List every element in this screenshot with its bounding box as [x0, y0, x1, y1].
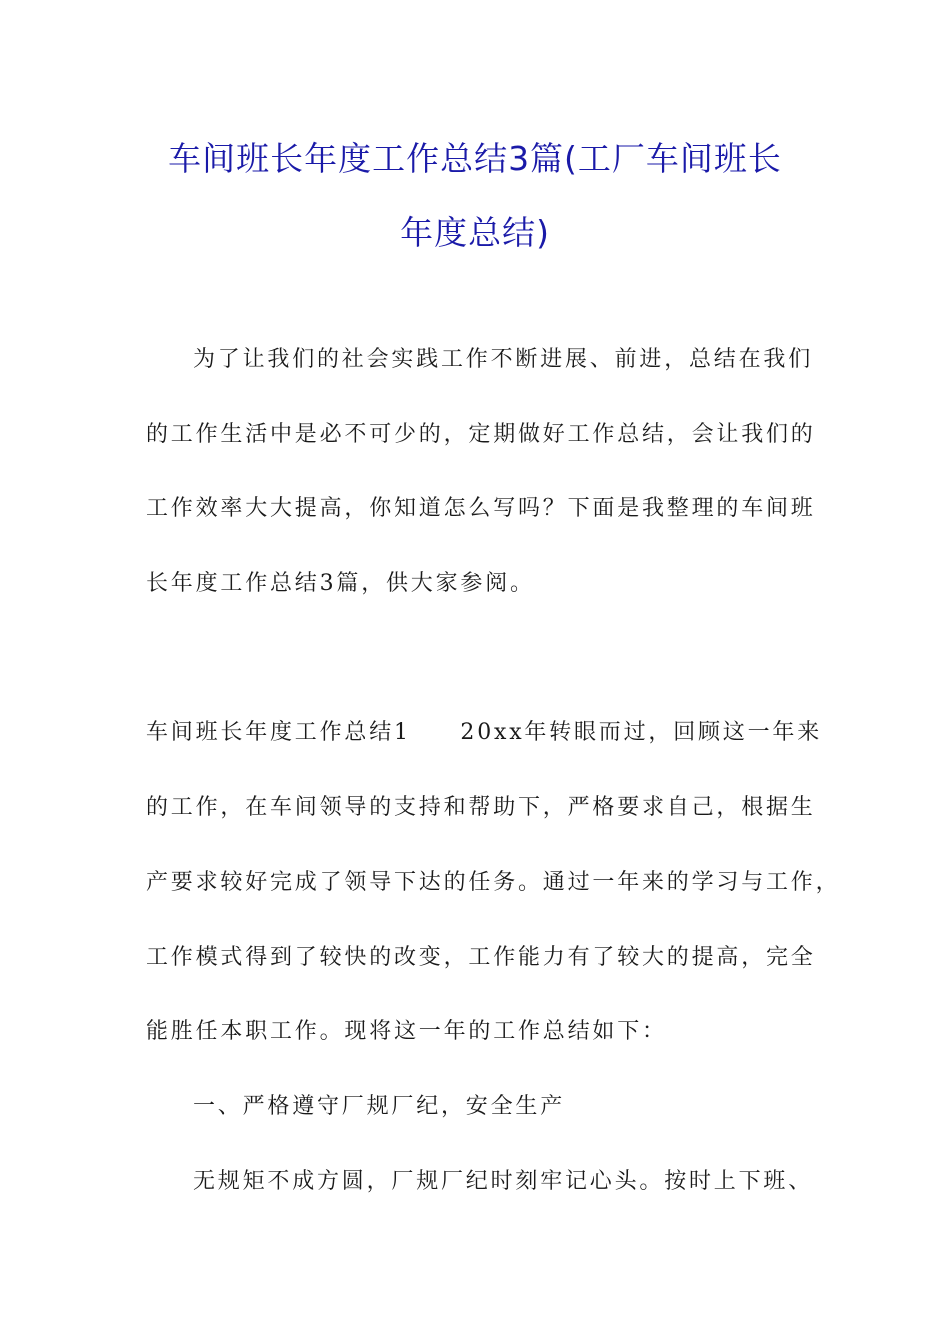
- section-heading-1: 一、严格遵守厂规厂纪，安全生产: [193, 1094, 566, 1119]
- intro-line-3: 工作效率大大提高，你知道怎么写吗？下面是我整理的车间班: [146, 496, 816, 521]
- section1-line-3: 产要求较好完成了领导下达的任务。通过一年来的学习与工作，: [146, 870, 841, 895]
- section1-line-5: 能胜任本职工作。现将这一年的工作总结如下：: [146, 1019, 667, 1044]
- intro-line-4: 长年度工作总结3篇，供大家参阅。: [146, 571, 535, 596]
- document-title-line-2: 年度总结): [400, 213, 550, 252]
- intro-line-1: 为了让我们的社会实践工作不断进展、前进，总结在我们: [193, 347, 814, 372]
- section1-line-1: 车间班长年度工作总结1 20xx年转眼而过，回顾这一年来: [146, 720, 823, 745]
- section1-line-4: 工作模式得到了较快的改变，工作能力有了较大的提高，完全: [146, 945, 816, 970]
- section1-line-2: 的工作，在车间领导的支持和帮助下，严格要求自己，根据生: [146, 795, 816, 820]
- intro-line-2: 的工作生活中是必不可少的，定期做好工作总结，会让我们的: [146, 422, 816, 447]
- para2-line-1: 无规矩不成方圆，厂规厂纪时刻牢记心头。按时上下班、: [193, 1169, 814, 1194]
- document-title-line-1: 车间班长年度工作总结3篇(工厂车间班长: [168, 139, 782, 178]
